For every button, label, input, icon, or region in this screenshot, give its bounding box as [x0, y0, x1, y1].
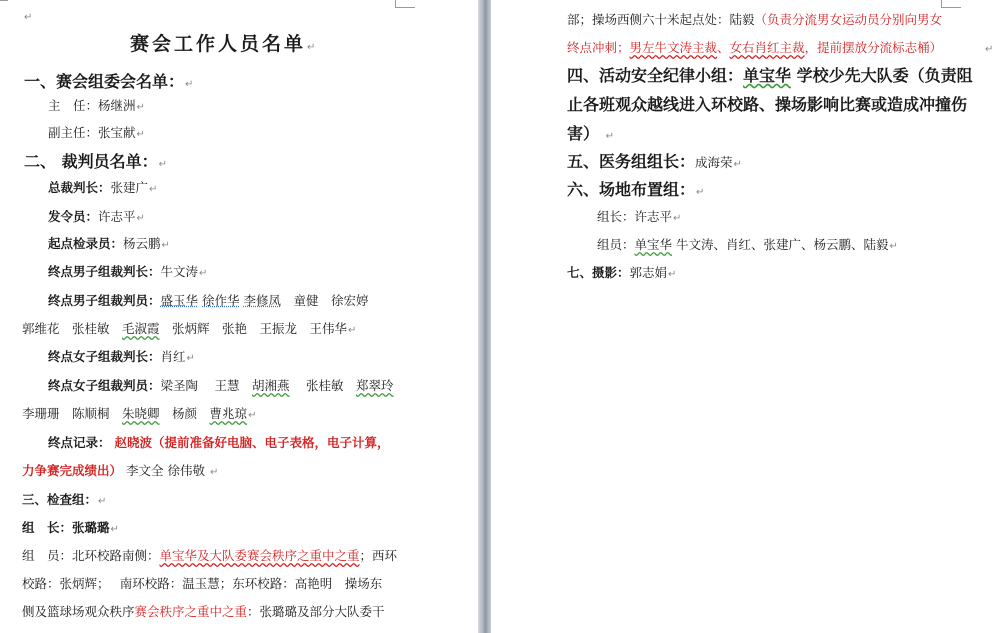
document-page-right: [491, 0, 1000, 633]
start-check-line: 起点检录员：杨云鹏↵: [48, 236, 170, 251]
women-judges-line: 终点女子组裁判员：梁圣陶 王慧 胡湘燕 张桂敏 郑翠玲: [48, 378, 394, 393]
section-4-line-1: 四、活动安全纪律小组：单宝华 学校少先大队委（负责阻: [567, 66, 973, 85]
men-judges-cont-line: 郭维花 张桂敏 毛淑霞 张炳辉 张艳 王振龙 王伟华↵: [22, 321, 357, 336]
section-1-heading: 一、赛会组委会名单：↵: [24, 72, 194, 91]
section-6-members: 组员：单宝华 牛文涛、肖红、张建广、杨云鹏、陆毅↵: [597, 237, 898, 252]
page-gutter: [478, 0, 491, 633]
record-cont-line: 力争赛完成绩出） 李文全 徐伟敬 ↵: [22, 463, 219, 478]
director-line: 主 任：杨继洲↵: [48, 98, 145, 113]
women-judges-cont-line: 李珊珊 陈顺桐 朱晓卿 杨颜 曹兆琼↵: [22, 406, 257, 421]
women-chief-line: 终点女子组裁判长：肖红↵: [48, 349, 195, 364]
section-2-heading: 二、 裁判员名单：↵: [24, 152, 167, 171]
men-judges-line: 终点男子组裁判员：盛玉华 徐作华 李修凤 童健 徐宏婷: [48, 293, 369, 308]
paragraph-mark: ↵: [985, 44, 994, 55]
crop-mark: [941, 7, 961, 8]
chief-referee-line: 总裁判长：张建广↵: [48, 180, 158, 195]
section-7-line: 七、摄影：郭志娟↵: [567, 265, 677, 280]
men-chief-line: 终点男子组裁判长：牛文涛↵: [48, 264, 208, 279]
check-west-line: 校路：张炳辉； 南环校路：温玉慧；东环校路：高艳明 操场东: [22, 576, 383, 591]
paragraph-mark: ↵: [24, 12, 33, 23]
check-members-line: 组 员：北环校路南侧：单宝华及大队委赛会秩序之重中之重；西环: [22, 548, 398, 563]
crop-mark: [0, 0, 8, 1]
crop-mark: [395, 7, 415, 8]
section-6-leader: 组长：许志平↵: [597, 209, 682, 224]
deputy-line: 副主任：张宝献↵: [48, 125, 145, 140]
section-6-heading: 六、场地布置组：↵: [567, 180, 705, 199]
doc-title: 赛会工作人员名单↵: [130, 33, 319, 55]
check-leader-line: 组 长：张璐璐↵: [22, 520, 119, 535]
continued-line-2: 终点冲刺；男左牛文涛主裁、女右肖红主裁，提前摆放分流标志桶）: [567, 40, 943, 55]
document-page-left: [0, 0, 478, 633]
starter-line: 发令员：许志平↵: [48, 209, 145, 224]
record-line: 终点记录： 赵晓波（提前准备好电脑、电子表格，电子计算，: [48, 435, 390, 450]
continued-line-1: 部；操场西侧六十米起点处：陆毅（负责分流男女运动员分别向男女: [567, 12, 943, 27]
section-4-line-2: 止各班观众越线进入环校路、操场影响比赛或造成冲撞伤: [567, 95, 968, 114]
section-3-heading: 三、检查组：↵: [22, 492, 107, 507]
check-east-line: 侧及篮球场观众秩序赛会秩序之重中之重：张璐璐及部分大队委干: [22, 604, 385, 619]
section-5-heading: 五、医务组组长：成海荣↵: [567, 152, 742, 171]
section-4-line-3: 害） ↵: [567, 124, 614, 143]
